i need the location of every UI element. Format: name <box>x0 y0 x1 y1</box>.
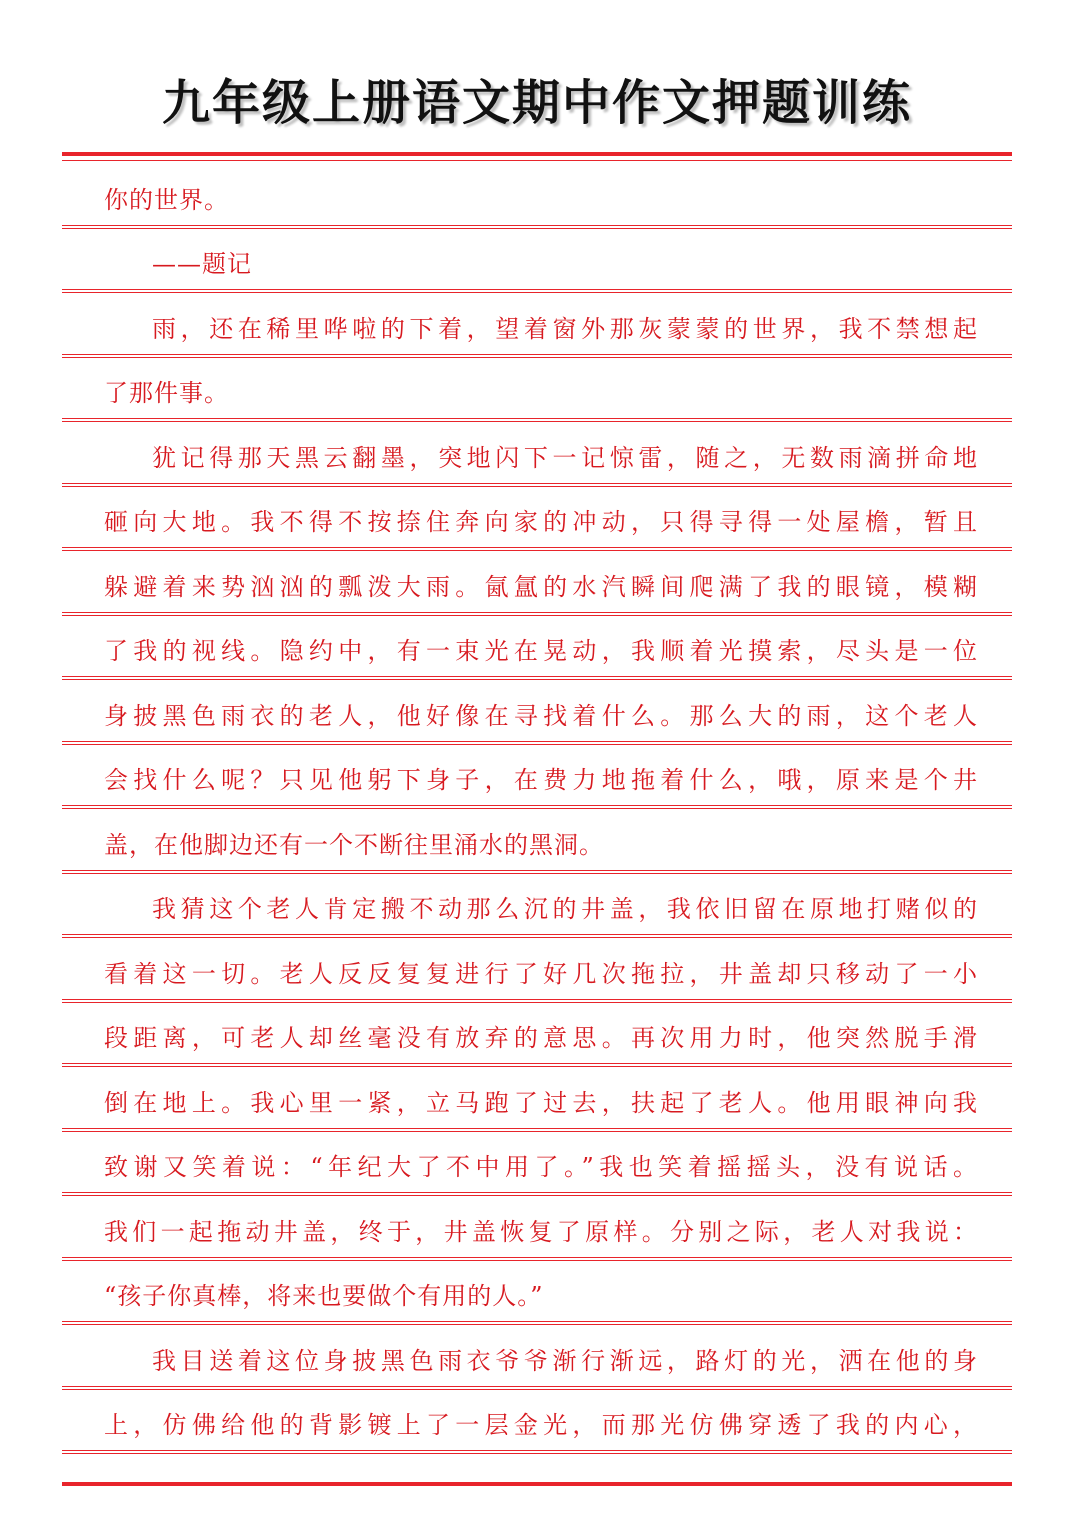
line-text: 会找什么呢？只见他躬下身子，在费力地拖着什么，哦，原来是个井 <box>104 766 978 794</box>
line-text: 你的世界。 <box>104 185 229 214</box>
ruled-line <box>62 938 1012 1003</box>
ruled-line <box>62 874 1012 939</box>
line-text: 了那件事。 <box>104 379 229 407</box>
line-text: 致谢又笑着说：“年纪大了不中用了。”我也笑着摇摇头，没有说话。 <box>104 1153 978 1181</box>
ruled-line <box>62 1003 1012 1068</box>
ruled-line <box>62 1261 1012 1326</box>
line-text: 看着这一切。老人反反复复进行了好几次拖拉，井盖却只移动了一小 <box>104 959 978 988</box>
line-text: 躲避着来势汹汹的瓢泼大雨。氤氲的水汽瞬间爬满了我的眼镜，模糊 <box>104 572 978 601</box>
ruled-line <box>62 745 1012 810</box>
ruled-line <box>62 422 1012 487</box>
line-text: 犹记得那天黑云翻墨，突地闪下一记惊雷，随之，无数雨滴拼命地 <box>152 443 978 472</box>
ruled-line <box>62 1196 1012 1261</box>
page-title: 九年级上册语文期中作文押题训练 <box>161 75 912 131</box>
ruled-line <box>62 809 1012 874</box>
line-text: “孩子你真棒，将来也要做个有用的人。” <box>104 1282 544 1310</box>
line-text: 上，仿佛给他的背影镀上了一层金光，而那光仿佛穿透了我的内心， <box>104 1411 978 1439</box>
ruled-line <box>62 551 1012 616</box>
line-text: 倒在地上。我心里一紧，立马跑了过去，扶起了老人。他用眼神向我 <box>104 1088 978 1117</box>
line-text: 身披黑色雨衣的老人，他好像在寻找着什么。那么大的雨，这个老人 <box>104 701 978 730</box>
line-text: 雨，还在稀里哗啦的下着，望着窗外那灰蒙蒙的世界，我不禁想起 <box>152 314 978 343</box>
ruled-line <box>62 616 1012 681</box>
line-text: 我目送着这位身披黑色雨衣爷爷渐行渐远，路灯的光，洒在他的身 <box>152 1346 978 1375</box>
ruled-line <box>62 1325 1012 1390</box>
header-rule-thick <box>62 152 1012 156</box>
ruled-lines <box>62 164 1012 1454</box>
ruled-line <box>62 293 1012 358</box>
line-text: ——题记 <box>152 250 252 278</box>
line-text: 我们一起拖动井盖，终于，井盖恢复了原样。分别之际，老人对我说： <box>104 1217 978 1246</box>
ruled-line <box>62 164 1012 229</box>
line-text: 砸向大地。我不得不按捺住奔向家的冲动，只得寻得一处屋檐，暂且 <box>104 508 978 536</box>
ruled-line <box>62 1067 1012 1132</box>
footer-rule-thick <box>62 1482 1012 1486</box>
header-rule-thin <box>62 160 1012 161</box>
ruled-line <box>62 229 1012 294</box>
line-text: 盖，在他脚边还有一个不断往里涌水的黑洞。 <box>104 830 604 859</box>
ruled-line <box>62 680 1012 745</box>
line-text: 我猜这个老人肯定搬不动那么沉的井盖，我依旧留在原地打赌似的 <box>152 895 978 923</box>
ruled-line <box>62 358 1012 423</box>
ruled-line <box>62 487 1012 552</box>
line-text: 了我的视线。隐约中，有一束光在晃动，我顺着光摸索，尽头是一位 <box>104 637 978 665</box>
ruled-line <box>62 1390 1012 1455</box>
line-text: 段距离，可老人却丝毫没有放弃的意思。再次用力时，他突然脱手滑 <box>104 1024 978 1052</box>
ruled-line <box>62 1132 1012 1197</box>
